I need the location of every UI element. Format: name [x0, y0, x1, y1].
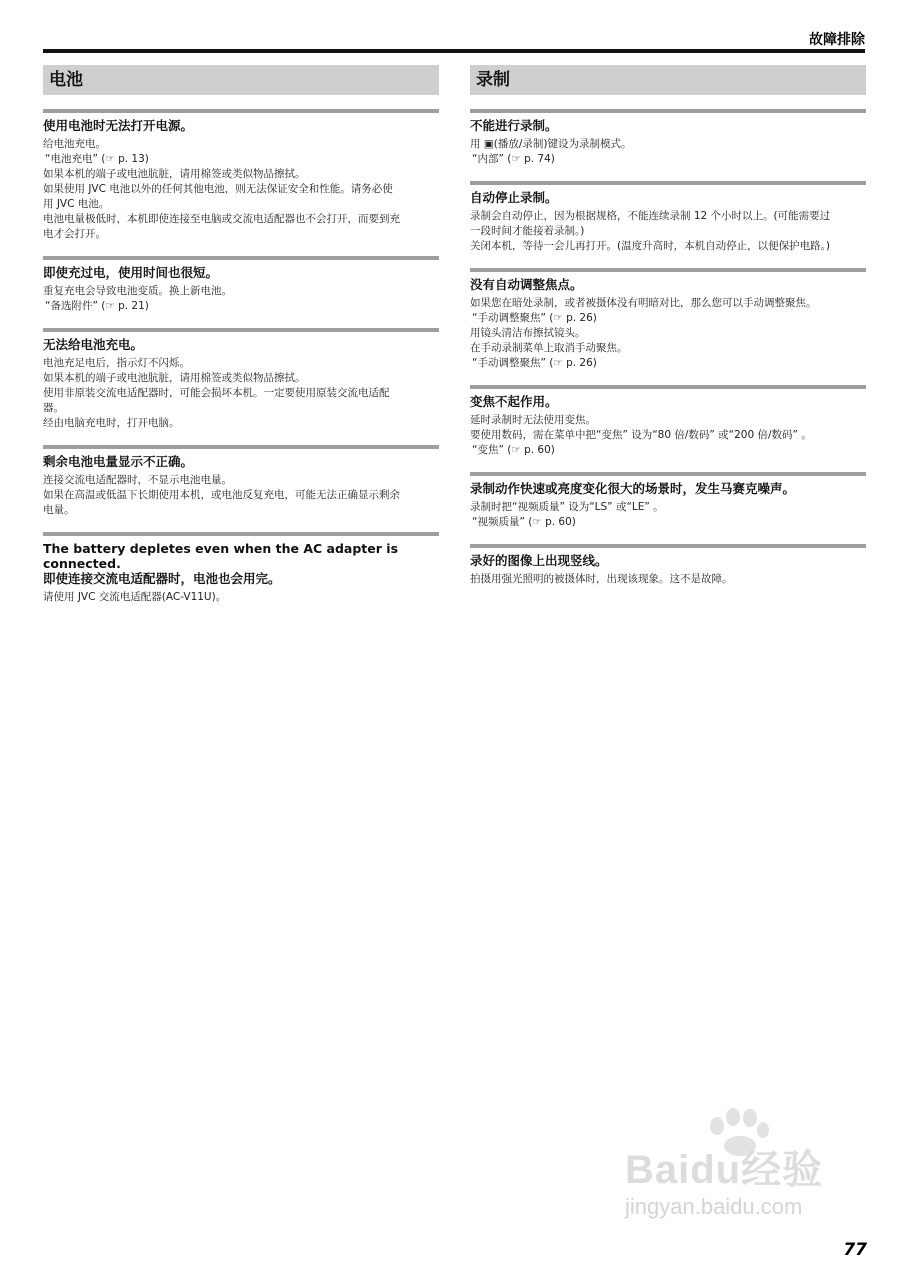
text-line: 重复充电会导致电池变质。换上新电池。 — [43, 285, 232, 297]
section-auto-stop — [470, 181, 866, 254]
section-title: 没有自动调整焦点。 — [470, 277, 583, 292]
section-title: 录制动作快速或亮度变化很大的场景时，发生马赛克噪声。 — [470, 481, 796, 496]
text-line: 用镜头清洁布擦拭镜头。 — [470, 327, 586, 339]
baidu-watermark — [623, 1130, 853, 1240]
section-title: 使用电池时无法打开电源。 — [43, 118, 194, 133]
text-line: 使用非原装交流电适配器时，可能会损坏本机。一定要使用原装交流电适配 — [43, 387, 390, 399]
text-line: 录制时把“视频质量” 设为“LS” 或“LE” 。 — [470, 501, 664, 513]
text-line: 要使用数码，需在菜单中把“变焦” 设为“80 倍/数码” 或“200 倍/数码” 。 — [470, 429, 812, 441]
column-title-recording: 录制 — [470, 65, 866, 95]
text-line: 录制会自动停止，因为根据规格，不能连续录制 12 个小时以上。(可能需要过 — [470, 210, 831, 222]
section-rule — [43, 109, 439, 113]
page-reference-link[interactable]: “手动调整聚焦” (☞ p. 26) — [472, 357, 597, 369]
section-battery-cannot-charge — [43, 328, 439, 431]
section-rule — [43, 445, 439, 449]
text-line: 连接交流电适配器时，不显示电池电量。 — [43, 474, 232, 486]
section-title-english: The battery depletes even when the AC adapter is connected. — [43, 541, 399, 571]
recording-column — [470, 65, 866, 601]
section-no-autofocus — [470, 268, 866, 371]
section-title — [43, 541, 439, 586]
text-line: 用 ▣(播放/录制)键设为录制模式。 — [470, 138, 632, 150]
section-title: 即使充过电，使用时间也很短。 — [43, 265, 219, 280]
text-line: 电池电量极低时，本机即使连接至电脑或交流电适配器也不会打开，而要到充 — [43, 213, 400, 225]
section-rule — [470, 472, 866, 476]
section-rule — [43, 328, 439, 332]
text-line: 电池充足电后，指示灯不闪烁。 — [43, 357, 190, 369]
section-title: 无法给电池充电。 — [43, 337, 144, 352]
section-rule — [470, 544, 866, 548]
section-rule — [470, 109, 866, 113]
section-title: 不能进行录制。 — [470, 118, 558, 133]
text-line: 电量。 — [43, 504, 75, 516]
page-reference-link[interactable]: “电池充电” (☞ p. 13) — [45, 153, 149, 165]
text-line: 给电池充电。 — [43, 138, 106, 150]
section-title: 录好的图像上出现竖线。 — [470, 553, 608, 568]
text-line: 延时录制时无法使用变焦。 — [470, 414, 596, 426]
section-battery-no-power — [43, 109, 439, 242]
header-rule — [43, 49, 865, 53]
page-reference-link[interactable]: “手动调整聚焦” (☞ p. 26) — [472, 312, 597, 324]
section-battery-short-life — [43, 256, 439, 314]
section-vertical-lines — [470, 544, 866, 587]
text-line: 如果使用 JVC 电池以外的任何其他电池，则无法保证安全和性能。请务必使 — [43, 183, 393, 195]
text-line: 如果本机的端子或电池肮脏，请用棉签或类似物品擦拭。 — [43, 168, 306, 180]
section-battery-depletes — [43, 532, 439, 605]
text-line: 关闭本机，等待一会儿再打开。(温度升高时，本机自动停止，以便保护电路。) — [470, 240, 830, 252]
section-title: 剩余电池电量显示不正确。 — [43, 454, 194, 469]
column-title-battery: 电池 — [43, 65, 439, 95]
text-line: 拍摄用强光照明的被摄体时，出现该现象。这不是故障。 — [470, 573, 733, 585]
text-line: 用 JVC 电池。 — [43, 198, 110, 210]
section-rule — [43, 532, 439, 536]
text-line: 电才会打开。 — [43, 228, 106, 240]
watermark-url: jingyan.baidu.com — [625, 1194, 803, 1219]
section-mosaic-noise — [470, 472, 866, 530]
section-zoom-not-working — [470, 385, 866, 458]
page-header-title: 故障排除 — [809, 32, 865, 48]
section-battery-level-incorrect — [43, 445, 439, 518]
page-reference-link[interactable]: “备选附件” (☞ p. 21) — [45, 300, 149, 312]
text-line: 器。 — [43, 402, 64, 414]
section-title-chinese: 即使连接交流电适配器时，电池也会用完。 — [43, 571, 281, 586]
text-line: 在手动录制菜单上取消手动聚焦。 — [470, 342, 628, 354]
page-reference-link[interactable]: “视频质量” (☞ p. 60) — [472, 516, 576, 528]
section-cannot-record — [470, 109, 866, 167]
text-line: 经由电脑充电时，打开电脑。 — [43, 417, 180, 429]
section-rule — [43, 256, 439, 260]
section-title: 变焦不起作用。 — [470, 394, 558, 409]
page-number: 77 — [843, 1240, 867, 1260]
page-reference-link[interactable]: “变焦” (☞ p. 60) — [472, 444, 555, 456]
text-line: 一段时间才能接着录制。) — [470, 225, 585, 237]
section-rule — [470, 385, 866, 389]
section-rule — [470, 268, 866, 272]
page-reference-link[interactable]: “内部” (☞ p. 74) — [472, 153, 555, 165]
text-line: 如果您在暗处录制，或者被摄体没有明暗对比，那么您可以手动调整聚焦。 — [470, 297, 817, 309]
watermark-logo: Baidu经验 — [625, 1148, 824, 1192]
text-line: 请使用 JVC 交流电适配器(AC-V11U)。 — [43, 591, 227, 603]
battery-column — [43, 65, 439, 619]
section-title: 自动停止录制。 — [470, 190, 558, 205]
text-line: 如果在高温或低温下长期使用本机，或电池反复充电，可能无法正确显示剩余 — [43, 489, 400, 501]
section-rule — [470, 181, 866, 185]
text-line: 如果本机的端子或电池肮脏，请用棉签或类似物品擦拭。 — [43, 372, 306, 384]
